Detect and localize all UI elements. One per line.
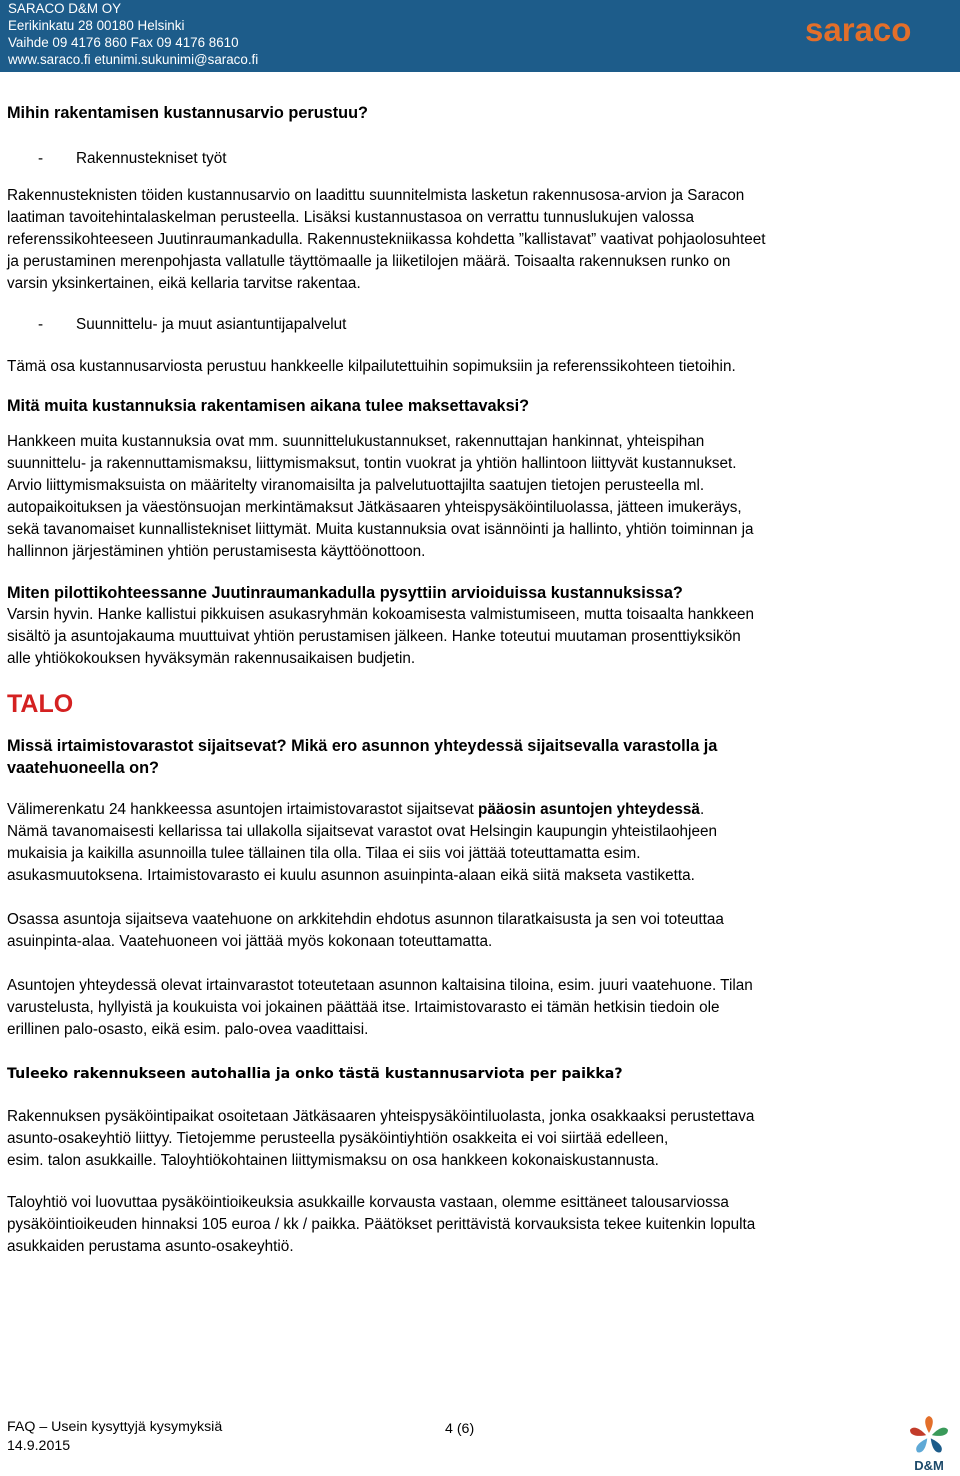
footer-date: 14.9.2015 xyxy=(7,1438,71,1454)
paragraph-4: Varsin hyvin. Hanke kallistui pikkuisen asukasryhmän kokoamisesta valmistumiseen, mutta toisaalta hankkeen sisältö ja asuntojakauma muuttuivat yhtiön perustamisen jälkeen. Hanke toteutui muutaman prosenttiyksikön alle yhtiökokouksen hyväksymän rakennusaikaisen budjetin. xyxy=(7,606,755,667)
document-body xyxy=(7,102,953,1258)
saraco-logo xyxy=(805,14,951,48)
company-web: www.saraco.fi etunimi.sukunimi@saraco.fi xyxy=(8,52,259,67)
paragraph-1: Rakennusteknisten töiden kustannusarvio on laadittu suunnitelmista lasketun rakennusosa-arvion ja Saracon laatiman tavoitehintalaskelman perusteella. Lisäksi kustannustasoa on verrattu tunnuslukujen valossa referenssikohteeseen Juutinraumankadulla. Rakennustekniikassa kohdetta ”kallistavat” vaativat pohjaolosuhteet ja perustaminen merenpohjasta vallatulle täyttömaalle ja liiketilojen määrä. Toisaalta rakennuksen runko on varsin yksinkertainen, eikä kellaria tarvitse rakentaa. xyxy=(7,187,766,292)
bullet-rakennustekniset: - Rakennustekniset työt xyxy=(38,150,227,167)
page-number: 4 (6) xyxy=(445,1421,475,1437)
bullet-suunnittelu: - Suunnittelu- ja muut asiantuntijapalvelut xyxy=(38,316,347,333)
paragraph-6: Osassa asuntoja sijaitseva vaatehuone on arkkitehdin ehdotus asunnon tilaratkaisusta ja sen voi toteuttaa asuinpinta-alaa. Vaatehuoneen voi jättää myös kokonaan toteuttamatta. xyxy=(7,911,724,950)
question-4: Missä irtaimistovarastot sijaitsevat? Mikä ero asunnon yhteydessä sijaitsevalla varastolla ja vaatehuoneella on? xyxy=(7,737,718,777)
company-name: SARACO D&M OY xyxy=(8,1,122,16)
company-contact xyxy=(8,0,258,68)
company-phone: Vaihde 09 4176 860 Fax 09 4176 8610 xyxy=(8,35,239,50)
section-heading-talo: TALO xyxy=(7,690,74,718)
paragraph-7: Asuntojen yhteydessä olevat irtainvarastot toteutetaan asunnon kaltaisina tiloina, esim. juuri vaatehuone. Tilan varustelusta, hyllyistä ja koukuista voi jokainen päättää itse. Irtaimistovarasto ei tämän hetkisin tiedoin ole erillinen palo-osasto, eikä esim. palo-ovea vaadittaisi. xyxy=(7,977,753,1038)
logo-text: saraco xyxy=(805,14,912,48)
dm-logo-text: D&M xyxy=(914,1458,944,1472)
paragraph-5: Välimerenkatu 24 hankkeessa asuntojen irtaimistovarastot sijaitsevat pääosin asuntojen yhteydessä. Nämä tavanomaisesti kellarissa tai ullakolla sijaitsevat varastot ovat Helsingin kaupungin yhteistilaohjeen mukaisia ja kaikilla asunnoilla tulee tällainen tila olla. Tilaa ei siis voi jättää toteuttamatta esim. asukasmuutoksena. Irtaimistovarasto ei kuulu asunnon asuinpinta-alaan eikä siitä makseta vastiketta. xyxy=(7,801,717,884)
letterhead-banner xyxy=(0,0,960,72)
question-5: Tuleeko rakennukseen autohallia ja onko tästä kustannusarviota per paikka? xyxy=(7,1066,623,1082)
emphasis-paaosin: pääosin asuntojen yhteydessä xyxy=(478,801,700,818)
dm-logo-icon xyxy=(905,1414,953,1472)
paragraph-2: Tämä osa kustannusarviosta perustuu hankkeelle kilpailutettuihin sopimuksiin ja referenssikohteen tietoihin. xyxy=(7,358,736,375)
paragraph-9: Taloyhtiö voi luovuttaa pysäköintioikeuksia asukkaille korvausta vastaan, olemme esittäneet talousarviossa pysäköintioikeuden hinnaksi 105 euroa / kk / paikka. Päätökset perittävistä korvauksista tekee kuitenkin lopulta asukkaiden perustama asunto-osakeyhtiö. xyxy=(7,1194,756,1255)
paragraph-8: Rakennuksen pysäköintipaikat osoitetaan Jätkäsaaren yhteispysäköintiluolasta, jonka osakkaaksi perustettava asunto-osakeyhtiö liittyy. Tietojemme perusteella pysäköintiyhtiön osakkeita ei voi siirtää edelleen, esim. talon asukkaille. Taloyhtiökohtainen liittymismaksu on osa hankkeen kokonaiskustannusta. xyxy=(7,1108,755,1169)
company-address: Eerikinkatu 28 00180 Helsinki xyxy=(8,18,185,33)
question-1: Mihin rakentamisen kustannusarvio perustuu? xyxy=(7,104,368,122)
footer-title: FAQ – Usein kysyttyjä kysymyksiä xyxy=(7,1419,223,1435)
question-3: Miten pilottikohteessanne Juutinraumankadulla pysyttiin arvioiduissa kustannuksissa? xyxy=(7,584,683,602)
paragraph-3: Hankkeen muita kustannuksia ovat mm. suunnittelukustannukset, rakennuttajan hankinnat, yhteispihan suunnittelu- ja rakennuttamismaksu, liittymismaksut, tontin vuokrat ja yhtiön hallintoon liittyvät kustannukset. Arvio liittymismaksuista on määritelty viranomaisilta ja palvelutuottajilta saatujen tietojen perusteella ml. autopaikoituksen ja väestönsuojan merkintämaksut Jätkäsaaren yhteispysäköintiluolassa, jätteen imukeräys, sekä tavanomaiset kunnallistekniset liittymät. Muita kustannuksia ovat isännöinti ja hallinto, yhtiön toiminnan ja hallinnon järjestäminen yhtiön perustamisesta käyttöönottoon. xyxy=(7,433,754,560)
footer xyxy=(7,1418,222,1456)
question-2: Mitä muita kustannuksia rakentamisen aikana tulee maksettavaksi? xyxy=(7,397,530,415)
